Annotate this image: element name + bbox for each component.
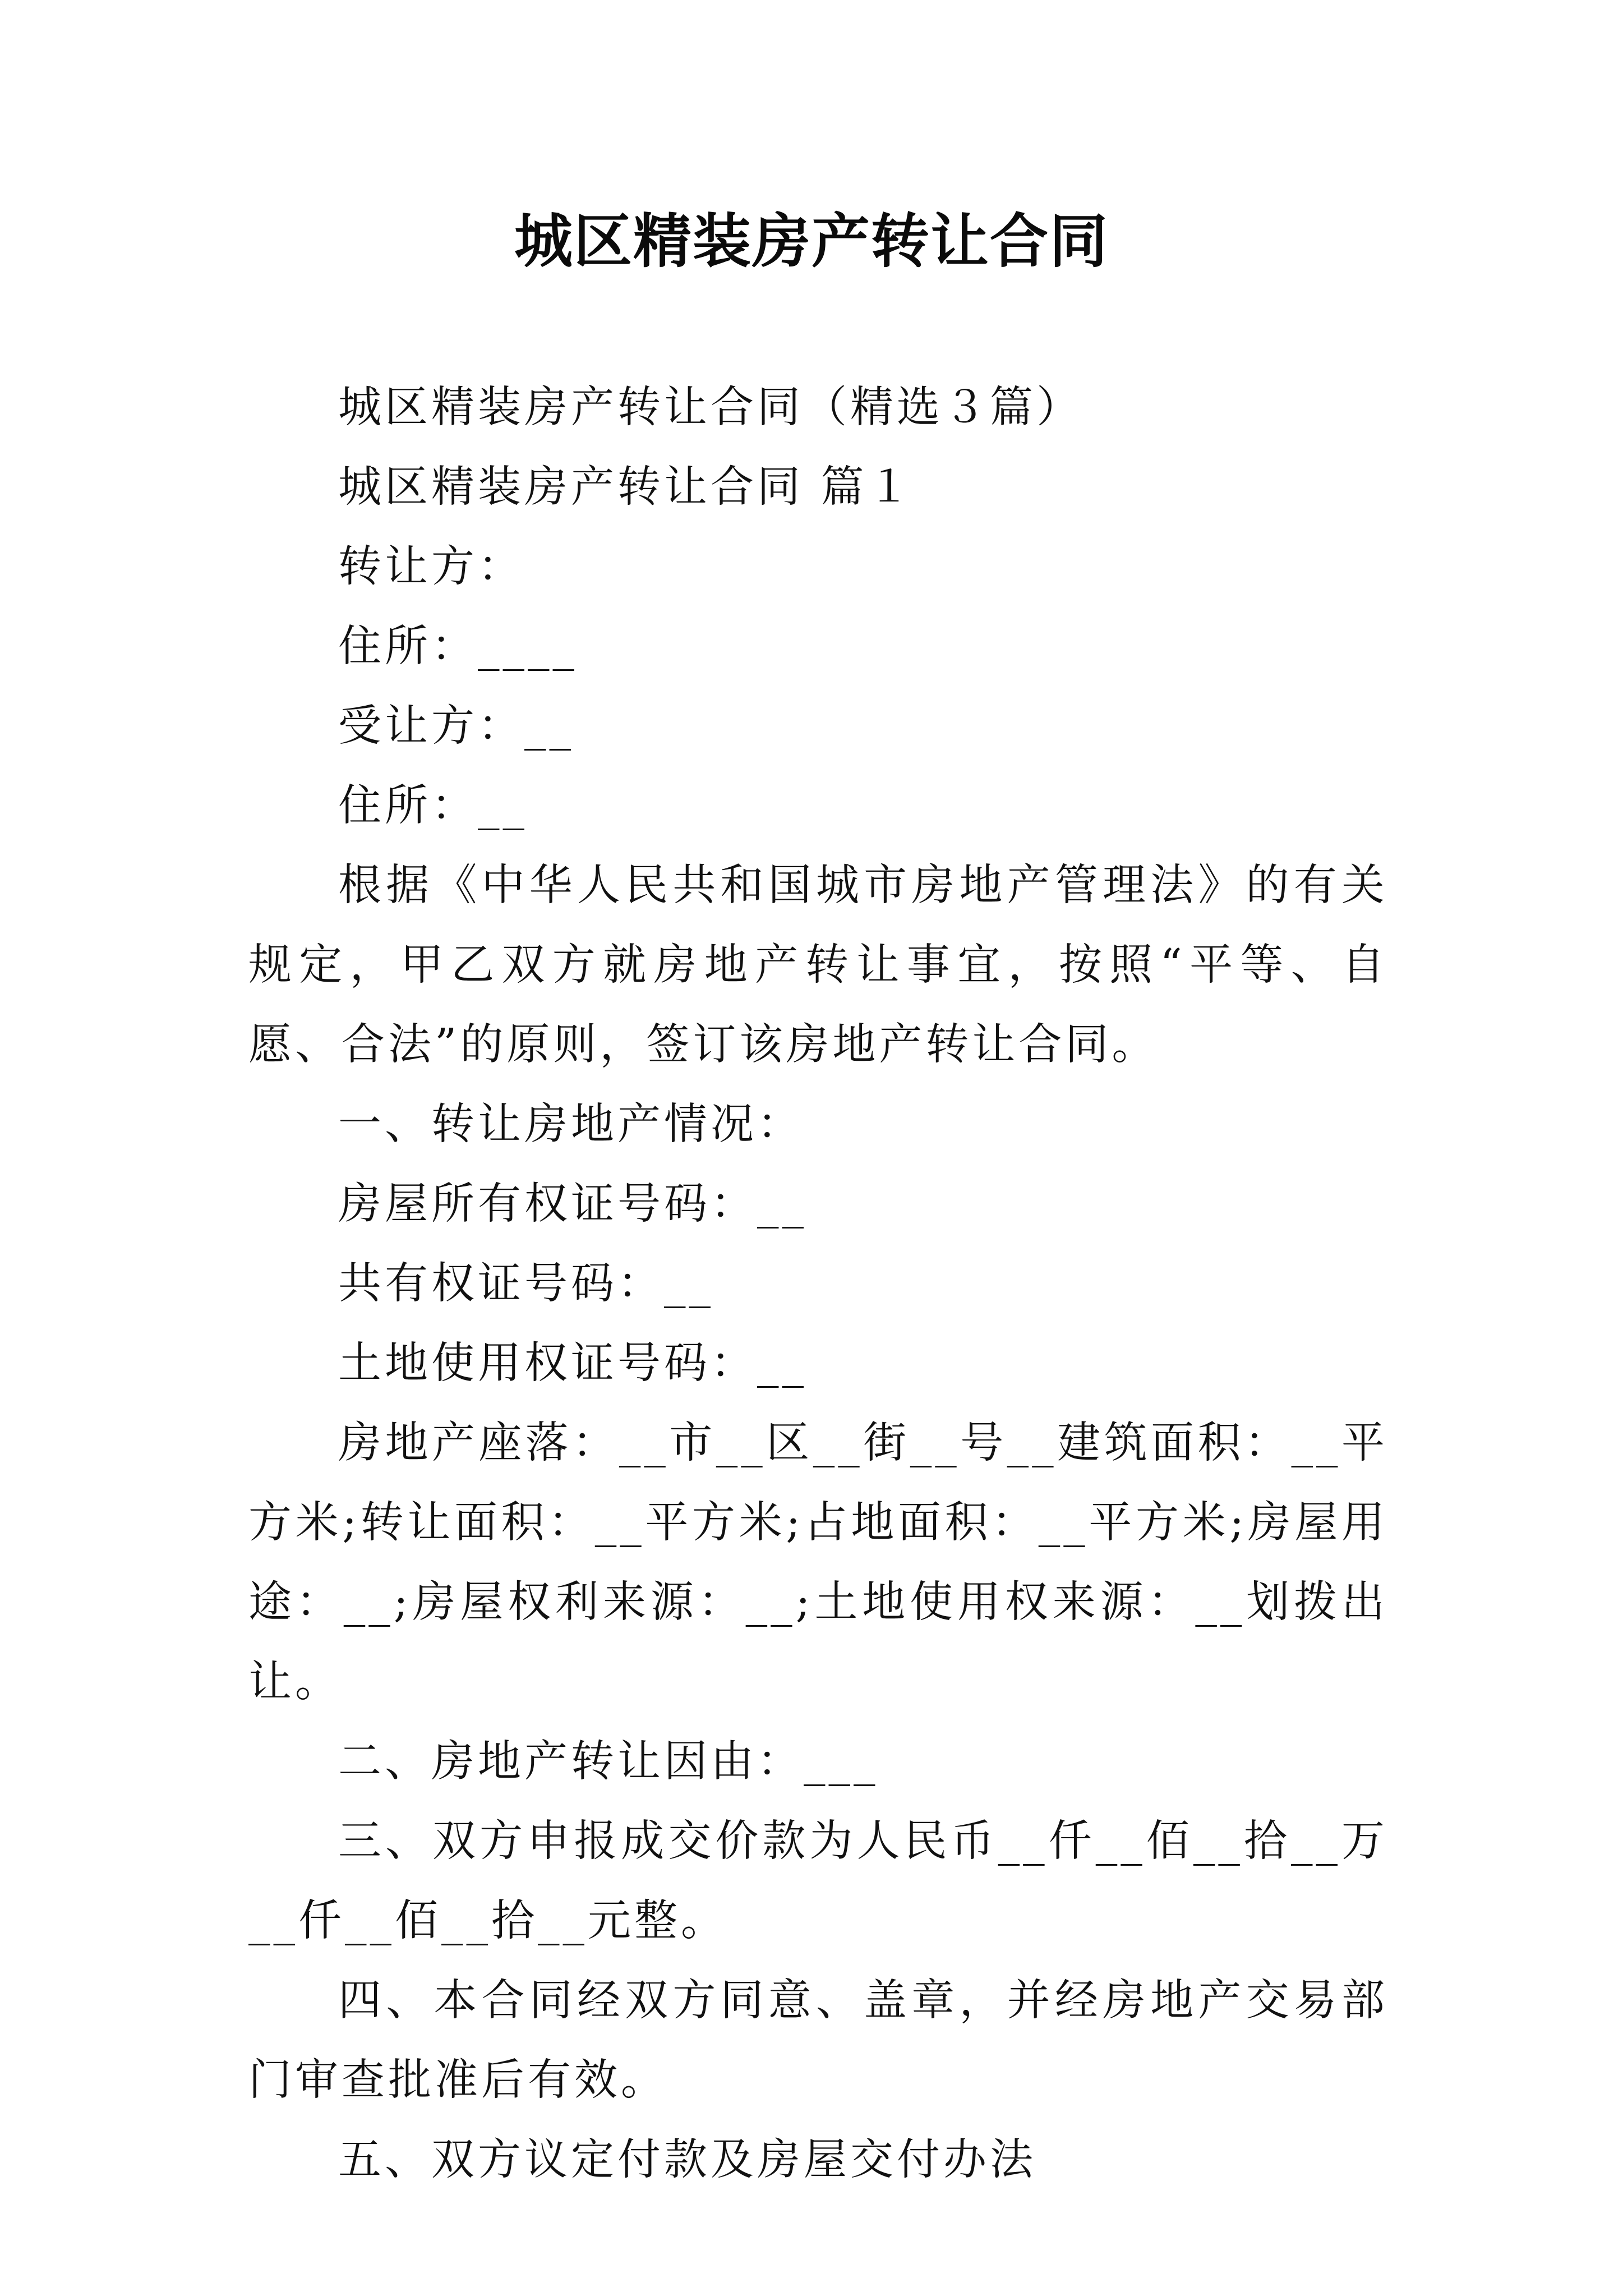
paragraph-ownership-cert: 房屋所有权证号码：__ [338, 1179, 807, 1229]
paragraph-land-cert: 土地使用权证号码：__ [338, 1338, 807, 1388]
paragraph-transferee-address: 住所：__ [338, 781, 528, 831]
paragraph-subtitle: 城区精装房产转让合同（精选３篇） [338, 383, 1083, 432]
paragraph-transferor-address: 住所：____ [338, 622, 578, 671]
paragraph-clause-4: 四、本合同经双方同意、盖章，并经房地产交易部门审查批准后有效。 [248, 1976, 1388, 2105]
document-body [248, 368, 1388, 2200]
document-title: 城区精装房产转让合同 [514, 206, 1109, 275]
paragraph-clause-5: 五、双方议定付款及房屋交付办法 [338, 2135, 1036, 2185]
paragraph-property-location: 房地产座落：__市__区__街__号__建筑面积：__平方米;转让面积：__平方米;占地面积：__平方米;房屋用途：__;房屋权利来源：__;土地使用权来源：__划拨出让。 [248, 1418, 1388, 1707]
paragraph-preamble: 根据《中华人民共和国城市房地产管理法》的有关规定，甲乙双方就房地产转让事宜，按照“平等、自愿、合法”的原则，签订该房地产转让合同。 [248, 861, 1388, 1070]
paragraph-clause-2: 二、房地产转让因由：___ [338, 1737, 879, 1787]
paragraph-coownership-cert: 共有权证号码：__ [338, 1259, 714, 1309]
paragraph-section-heading: 城区精装房产转让合同 篇１ [338, 462, 914, 512]
paragraph-clause-1: 一、转让房地产情况： [338, 1099, 804, 1149]
paragraph-transferor: 转让方： [338, 542, 524, 592]
paragraph-clause-3: 三、双方申报成交价款为人民币__仟__佰__拾__万__仟__佰__拾__元整。 [248, 1816, 1388, 1946]
paragraph-transferee: 受让方：__ [338, 701, 574, 751]
